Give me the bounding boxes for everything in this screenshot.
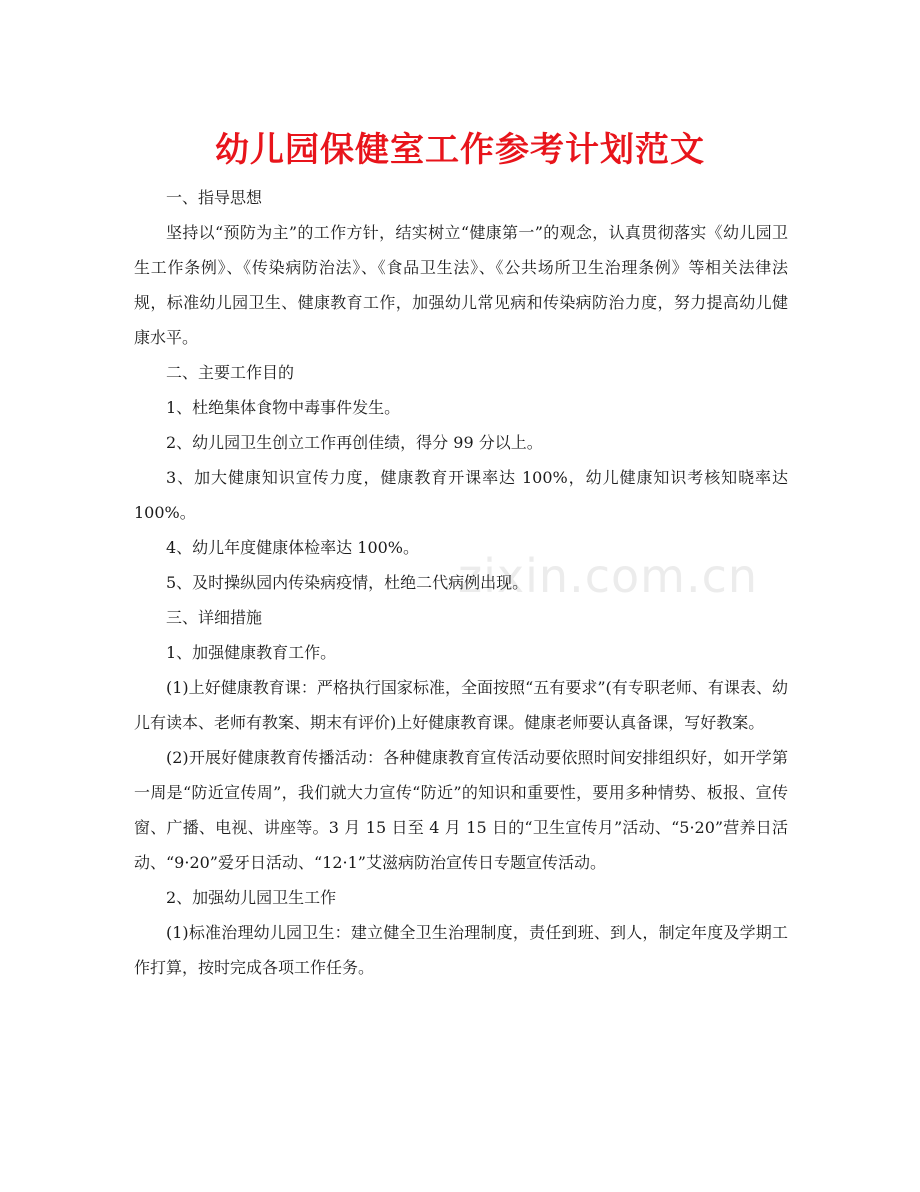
goal-item-1: 1、杜绝集体食物中毒事件发生。: [166, 398, 401, 417]
heading-detailed-measures: 三、详细措施: [166, 608, 263, 627]
document-title: 幼儿园保健室工作参考计划范文: [215, 130, 705, 170]
measure-item-1-1: (1)上好健康教育课：严格执行国家标准，全面按照“五有要求”(有专职老师、有课表、幼儿有读本、老师有教案、期末有评价)上好健康教育课。健康老师要认真备课，写好教案。: [134, 678, 788, 732]
measure-item-2-1: (1)标准治理幼儿园卫生：建立健全卫生治理制度，责任到班、到人，制定年度及学期工作打算，按时完成各项工作任务。: [134, 923, 788, 977]
measure-heading-2: 2、加强幼儿园卫生工作: [166, 888, 337, 907]
heading-guiding-principle: 一、指导思想: [166, 188, 263, 207]
goal-item-4: 4、幼儿年度健康体检率达 100%。: [166, 538, 420, 557]
goal-item-3: 3、加大健康知识宣传力度，健康教育开课率达 100%，幼儿健康知识考核知晓率达 100%。: [134, 468, 788, 522]
measure-heading-1: 1、加强健康教育工作。: [166, 643, 337, 662]
goal-item-2: 2、幼儿园卫生创立工作再创佳绩，得分 99 分以上。: [166, 433, 543, 452]
paragraph-guiding-principle: 坚持以“预防为主”的工作方针，结实树立“健康第一”的观念，认真贯彻落实《幼儿园卫生工作条例》、《传染病防治法》、《食品卫生法》、《公共场所卫生治理条例》等相关法律法规，标准幼儿园卫生、健康教育工作，加强幼儿常见病和传染病防治力度，努力提高幼儿健康水平。: [134, 223, 788, 347]
heading-main-goals: 二、主要工作目的: [166, 363, 295, 382]
goal-item-5: 5、及时操纵园内传染病疫情，杜绝二代病例出现。: [166, 573, 529, 592]
measure-item-1-2: (2)开展好健康教育传播活动：各种健康教育宣传活动要依照时间安排组织好，如开学第一周是“防近宣传周”，我们就大力宣传“防近”的知识和重要性，要用多种情势、板报、宣传窗、广播、电视、讲座等。3 月 15 日至 4 月 15 日的“卫生宣传月”活动、“5·20”营养日活动、“9·20”爱牙日活动、“12·1”艾滋病防治宣传日专题宣传活动。: [134, 748, 788, 872]
watermark: zixin.com.cn: [458, 549, 759, 603]
document-body: [134, 180, 788, 985]
